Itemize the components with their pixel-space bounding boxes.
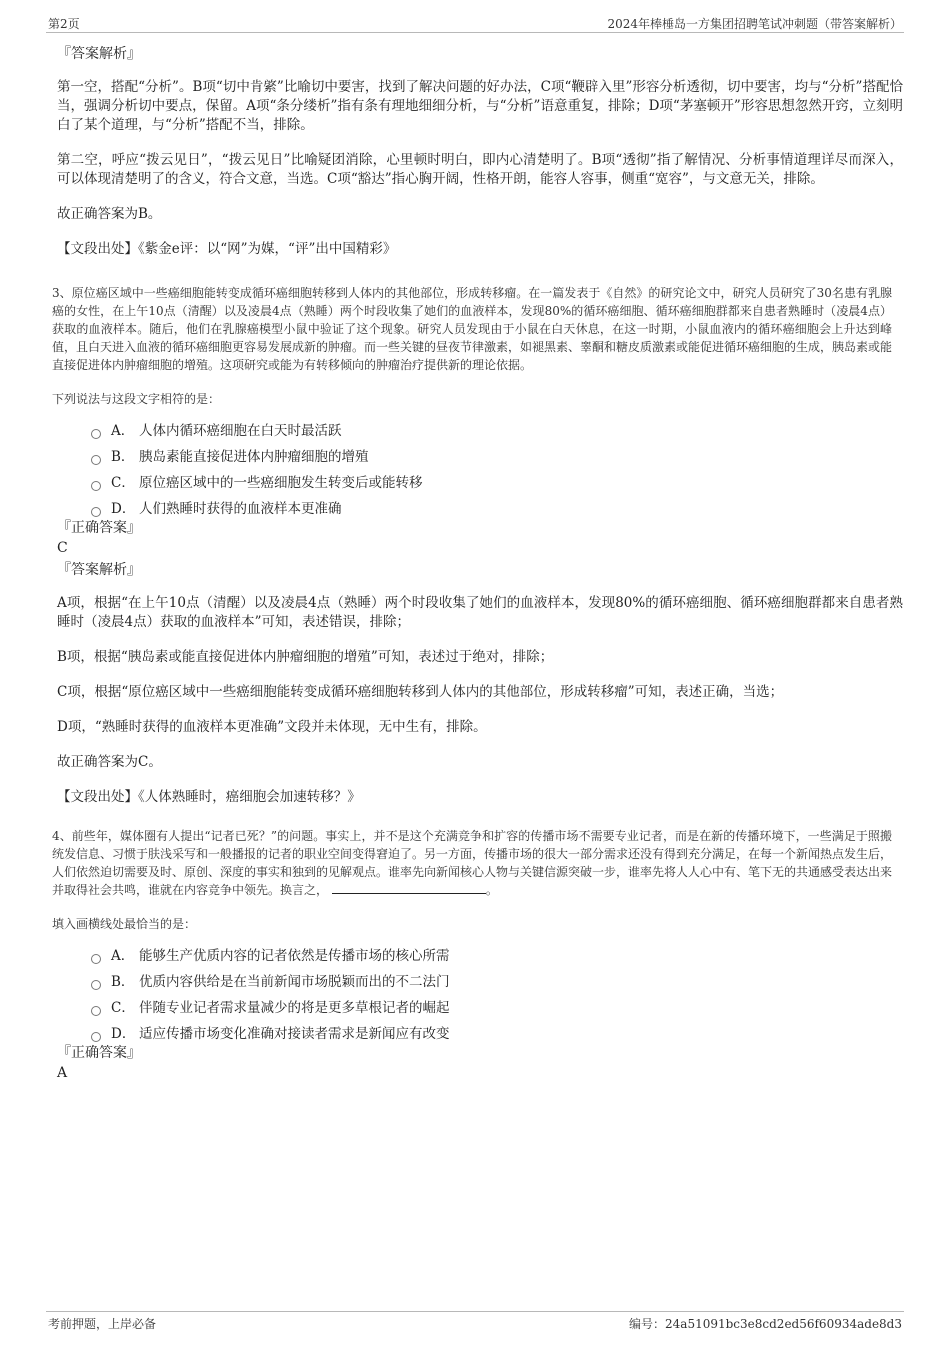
q3-option-b[interactable] — [85, 448, 892, 474]
q3-option-c[interactable] — [85, 474, 892, 500]
q3-answer-label: 『正确答案』 — [57, 520, 141, 536]
option-text: 优质内容供给是在当前新闻市场脱颖而出的不二法门 — [139, 974, 450, 990]
q4-option-c[interactable] — [85, 999, 892, 1025]
q4-options — [85, 947, 892, 1051]
q3-analysis-a: A项，根据“在上午10点（清醒）以及凌晨4点（熟睡）两个时段收集了她们的血液样本，发现80%的循环癌细胞、循环癌细胞群都来自患者熟睡时（凌晨4点）获取的血液样本”可知，表述错误，排除； — [57, 595, 903, 630]
q3-answer: C — [57, 540, 68, 556]
radio-icon[interactable] — [91, 455, 101, 465]
q3-analysis-label: 『答案解析』 — [57, 562, 141, 578]
page-header — [46, 14, 904, 33]
radio-icon[interactable] — [91, 507, 101, 517]
option-text: 适应传播市场变化准确对接读者需求是新闻应有改变 — [139, 1026, 450, 1042]
q4-option-a[interactable] — [85, 947, 892, 973]
radio-icon[interactable] — [91, 980, 101, 990]
option-letter: A． — [111, 423, 135, 439]
option-text: 胰岛素能直接促进体内肿瘤细胞的增殖 — [139, 449, 369, 465]
q3-analysis-d: D项，“熟睡时获得的血液样本更准确”文段并未体现，无中生有，排除。 — [57, 719, 487, 735]
q2-analysis-paragraph-2: 第二空，呼应“拨云见日”，“拨云见日”比喻疑团消除，心里顿时明白，即内心清楚明了。B项“透彻”指了解情况、分析事情道理详尽而深入，可以体现清楚明了的含义，符合文意，当选。C项“豁达”指心胸开阔，性格开朗，能容人容事，侧重“宽容”，与文意无关，排除。 — [57, 152, 903, 187]
option-text: 能够生产优质内容的记者依然是传播市场的核心所需 — [139, 948, 450, 964]
q3-source: 【文段出处】《人体熟睡时，癌细胞会加速转移？》 — [57, 789, 361, 805]
q2-analysis-paragraph-1: 第一空，搭配“分析”。B项“切中肯綮”比喻切中要害，找到了解决问题的好办法，C项“鞭辟入里”形容分析透彻，切中要害，均与“分析”搭配恰当，强调分析切中要点，保留。A项“条分缕析”指有条有理地细细分析，与“分析”语意重复，排除；D项“茅塞顿开”形容思想忽然开窍，立刻明白了某个道理，与“分析”搭配不当，排除。 — [57, 79, 903, 133]
document-code — [629, 1315, 902, 1332]
radio-icon[interactable] — [91, 954, 101, 964]
q4-prompt: 填入画横线处最恰当的是： — [52, 917, 197, 931]
fill-blank — [332, 881, 486, 894]
q3-conclusion: 故正确答案为C。 — [57, 754, 162, 770]
option-letter: C． — [111, 1000, 135, 1016]
option-text: 人体内循环癌细胞在白天时最活跃 — [139, 423, 342, 439]
option-letter: A． — [111, 948, 135, 964]
q3-prompt: 下列说法与这段文字相符的是： — [52, 392, 221, 406]
document-title: 2024年棒棰岛一方集团招聘笔试冲刺题（带答案解析） — [607, 17, 902, 31]
option-text: 伴随专业记者需求量减少的将是更多草根记者的崛起 — [139, 1000, 450, 1016]
radio-icon[interactable] — [91, 429, 101, 439]
page-number: 第2页 — [48, 17, 80, 31]
q2-source: 【文段出处】《紫金e评：以“网”为媒，“评”出中国精彩》 — [57, 241, 397, 257]
option-letter: D． — [111, 1026, 136, 1042]
radio-icon[interactable] — [91, 1006, 101, 1016]
page-footer — [46, 1311, 904, 1334]
question-4 — [52, 827, 892, 1051]
footer-slogan: 考前押题，上岸必备 — [48, 1317, 157, 1331]
q4-passage-text: 4、前些年，媒体圈有人提出“记者已死？”的问题。事实上，并不是这个充满竞争和扩容的传播市场不需要专业记者，而是在新的传播环境下，一些满足于照搬统发信息、习惯于肤浅采写和一般播报的记者的职业空间变得窘迫了。另一方面，传播市场的很大一部分需求还没有得到充分满足，在每一个新闻热点发生后，人们依然迫切需要及时、原创、深度的事实和独到的见解观点。谁率先向新闻核心人物与关键信源突破一步，谁率先将人人心中有、笔下无的共通感受表达出来并取得社会共鸣，谁就在内容竞争中领先。换言之， — [52, 829, 893, 897]
code-label: 编号： — [629, 1317, 666, 1331]
q4-passage — [52, 827, 892, 899]
option-text: 原位癌区域中的一些癌细胞发生转变后或能转移 — [139, 475, 423, 491]
option-letter: B． — [111, 449, 135, 465]
q3-analysis-b: B项，根据“胰岛素或能直接促进体内肿瘤细胞的增殖”可知，表述过于绝对，排除； — [57, 649, 554, 665]
q4-answer: A — [57, 1065, 68, 1081]
question-3 — [52, 284, 892, 526]
option-letter: B． — [111, 974, 135, 990]
q3-option-a[interactable] — [85, 422, 892, 448]
q4-answer-label: 『正确答案』 — [57, 1045, 141, 1061]
code-value: 24a51091bc3e8cd2ed56f60934ade8d3 — [665, 1317, 902, 1331]
radio-icon[interactable] — [91, 1032, 101, 1042]
option-text: 人们熟睡时获得的血液样本更准确 — [139, 501, 342, 517]
q2-analysis-label: 『答案解析』 — [57, 46, 141, 62]
option-letter: C． — [111, 475, 135, 491]
radio-icon[interactable] — [91, 481, 101, 491]
q4-passage-end: 。 — [485, 883, 498, 897]
q2-conclusion: 故正确答案为B。 — [57, 206, 162, 222]
option-letter: D． — [111, 501, 136, 517]
page-content — [52, 44, 903, 1083]
q4-option-b[interactable] — [85, 973, 892, 999]
q3-passage: 3、原位癌区域中一些癌细胞能转变成循环癌细胞转移到人体内的其他部位，形成转移瘤。在一篇发表于《自然》的研究论文中，研究人员研究了30名患有乳腺癌的女性，在上午10点（清醒）以及凌晨4点（熟睡）两个时段收集了她们的血液样本，发现80%的循环癌细胞、循环癌细胞群都来自患者熟睡时（凌晨4点）获取的血液样本。随后，他们在乳腺癌模型小鼠中验证了这个现象。研究人员发现由于小鼠在白天休息，在这一时期，小鼠血液内的循环癌细胞会上升达到峰值，且白天进入血液的循环癌细胞更容易发展成新的肿瘤。而一些关键的昼夜节律激素，如褪黑素、睾酮和糖皮质激素或能促进循环癌细胞的生成，胰岛素或能直接促进体内肿瘤细胞的增殖。这项研究或能为有转移倾向的肿瘤治疗提供新的理论依据。 — [52, 286, 893, 372]
q3-analysis-c: C项，根据“原位癌区域中一些癌细胞能转变成循环癌细胞转移到人体内的其他部位，形成转移瘤”可知，表述正确，当选； — [57, 684, 784, 700]
q3-options — [85, 422, 892, 526]
